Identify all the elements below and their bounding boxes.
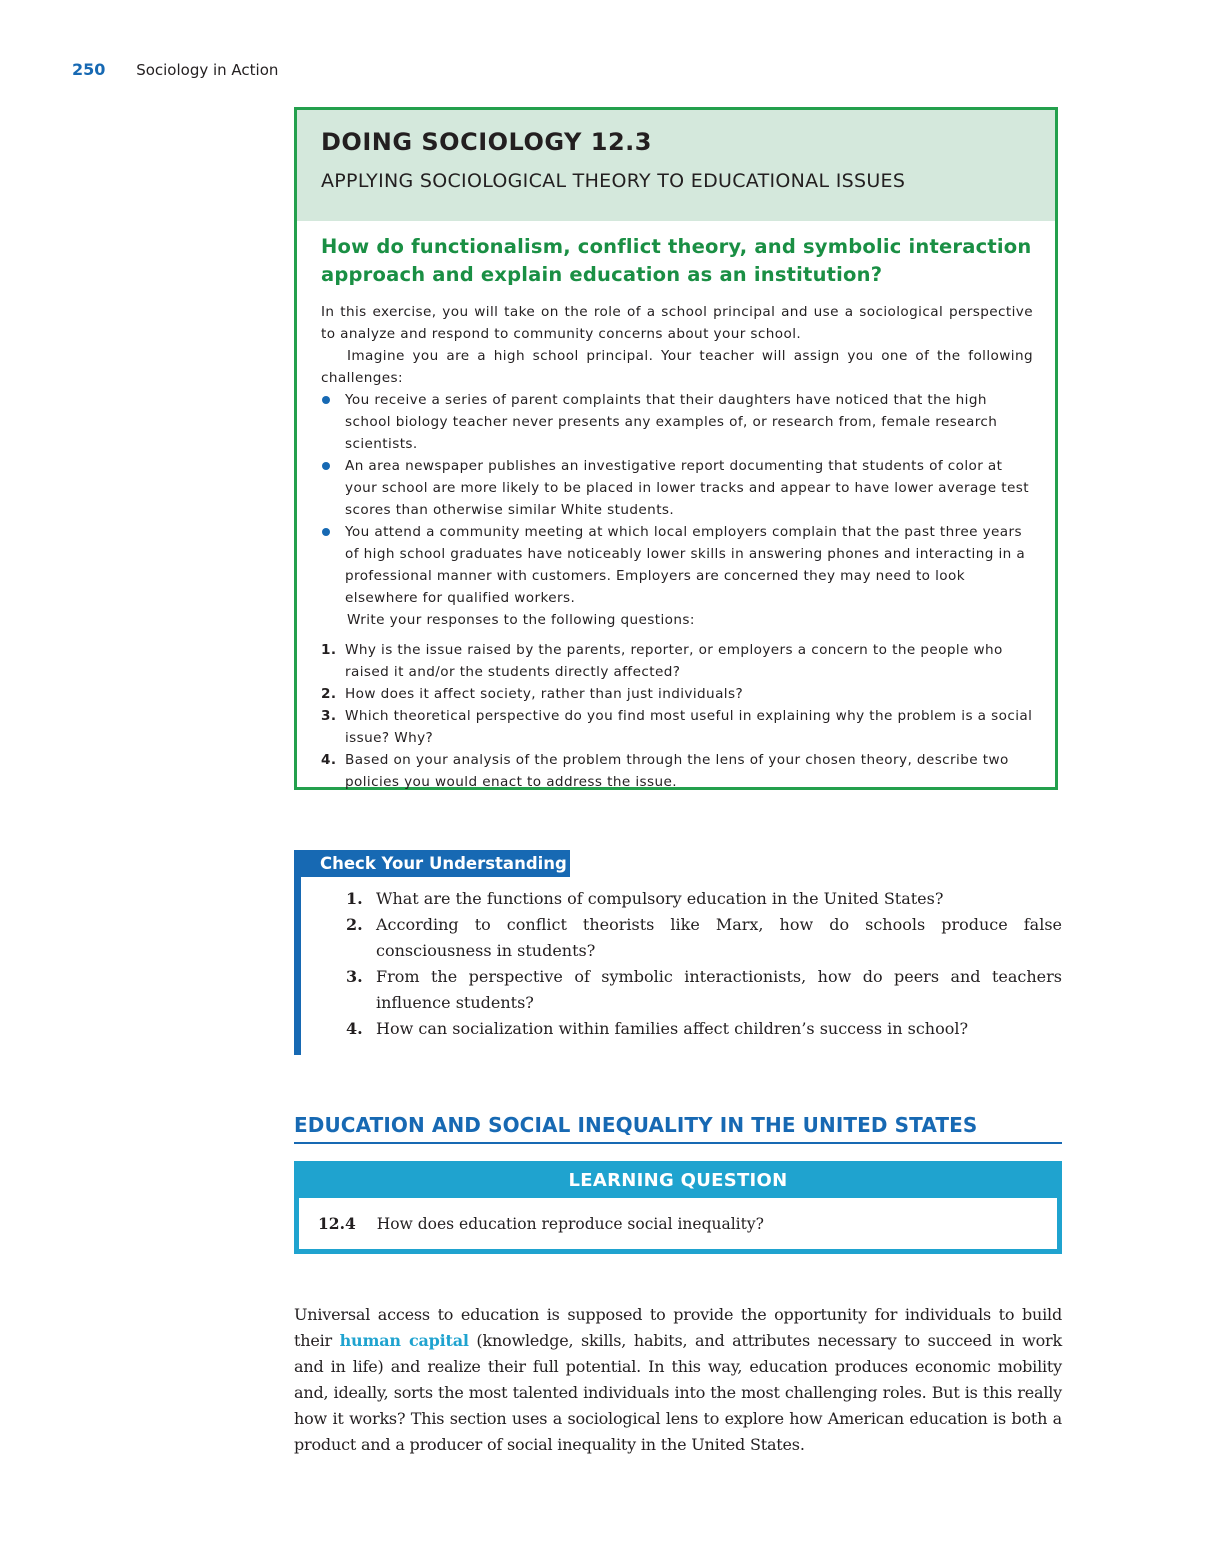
running-head — [72, 60, 278, 79]
item-text: How can socialization within families affect children’s success in school? — [376, 1019, 969, 1038]
list-item — [346, 964, 1062, 1016]
learning-question-row — [299, 1198, 1057, 1233]
item-text: From the perspective of symbolic interactionists, how do peers and teachers influence students? — [376, 967, 1062, 1012]
section-heading: EDUCATION AND SOCIAL INEQUALITY IN THE UNITED STATES — [294, 1110, 1062, 1144]
item-text: According to conflict theorists like Marx, how do schools produce false consciousness in students? — [376, 915, 1062, 960]
doing-sociology-intro: In this exercise, you will take on the role of a school principal and use a sociological perspective to analyze and respond to community concerns about your school. — [321, 304, 1033, 342]
doing-sociology-prompt: Write your responses to the following questions: — [347, 612, 695, 628]
learning-question-label: LEARNING QUESTION — [299, 1166, 1057, 1198]
item-number: 4. — [321, 752, 337, 768]
challenge-list — [321, 389, 1033, 609]
bullet-icon — [322, 528, 330, 536]
body-text: (knowledge, skills, habits, and attributes necessary to succeed in work and in life) and realize their full potential. In this way, education produces economic mobility and, ideally, sorts the most talented individuals into the most challenging roles. But is this really how it works? This section uses a sociological lens to explore how American education is both a product and a producer of social inequality in the United States. — [294, 1331, 1062, 1454]
doing-sociology-question: How do functionalism, conflict theory, and symbolic interaction approach and explain education as an institution? — [321, 235, 1032, 286]
challenge-text: You receive a series of parent complaints that their daughters have noticed that the high school biology teacher never presents any examples of, or research from, female research scientists. — [345, 392, 998, 452]
list-item — [321, 705, 1033, 749]
question-text: How does it affect society, rather than just individuals? — [345, 686, 744, 702]
doing-sociology-box — [294, 107, 1058, 790]
item-number: 2. — [346, 915, 363, 934]
list-item — [346, 886, 1062, 912]
list-item — [321, 389, 1033, 455]
doing-sociology-header — [297, 110, 1055, 221]
challenge-text: You attend a community meeting at which local employers complain that the past three years of high school graduates have noticeably lower skills in answering phones and interacting in a professional manner with customers. Employers are concerned they may need to look elsewhere for qualified workers. — [345, 524, 1026, 606]
check-understanding-bar — [294, 877, 301, 1055]
item-number: 1. — [346, 889, 363, 908]
list-item — [321, 521, 1033, 609]
doing-sociology-body — [297, 221, 1055, 793]
doing-sociology-subtitle: APPLYING SOCIOLOGICAL THEORY TO EDUCATIONAL ISSUES — [321, 170, 906, 192]
list-item — [321, 455, 1033, 521]
body-paragraph — [294, 1302, 1062, 1458]
body-text: Universal access to education is supposed to provide the opportunity for individuals to build their — [294, 1305, 1062, 1350]
question-text: Based on your analysis of the problem through the lens of your chosen theory, describe two policies you would enact to address the issue. — [345, 752, 1009, 790]
page-number: 250 — [72, 60, 106, 79]
check-understanding-label: Check Your Understanding — [294, 850, 570, 877]
book-title: Sociology in Action — [136, 61, 279, 79]
challenge-text: An area newspaper publishes an investigative report documenting that students of color at your school are more likely to be placed in lower tracks and appear to have lower average test scores than otherwise similar White students. — [345, 458, 1029, 518]
question-text: Which theoretical perspective do you find most useful in explaining why the problem is a social issue? Why? — [345, 708, 1033, 746]
doing-sociology-title: DOING SOCIOLOGY 12.3 — [321, 128, 652, 156]
item-number: 3. — [321, 708, 337, 724]
list-item — [321, 749, 1033, 793]
item-text: What are the functions of compulsory education in the United States? — [376, 889, 944, 908]
item-number: 2. — [321, 686, 337, 702]
key-term-link[interactable]: human capital — [339, 1331, 469, 1350]
learning-question-number: 12.4 — [318, 1214, 356, 1233]
list-item — [346, 912, 1062, 964]
item-number: 1. — [321, 642, 337, 658]
list-item — [321, 683, 1033, 705]
question-list — [321, 639, 1033, 793]
bullet-icon — [322, 462, 330, 470]
learning-question-box — [294, 1161, 1062, 1254]
bullet-icon — [322, 396, 330, 404]
list-item — [346, 1016, 1062, 1042]
list-item — [321, 639, 1033, 683]
doing-sociology-setup: Imagine you are a high school principal. Your teacher will assign you one of the following challenges: — [321, 348, 1033, 386]
item-number: 3. — [346, 967, 363, 986]
question-text: Why is the issue raised by the parents, reporter, or employers a concern to the people who raised it and/or the students directly affected? — [345, 642, 1003, 680]
item-number: 4. — [346, 1019, 363, 1038]
check-understanding-list — [346, 886, 1062, 1042]
learning-question-text: How does education reproduce social inequality? — [376, 1215, 764, 1233]
